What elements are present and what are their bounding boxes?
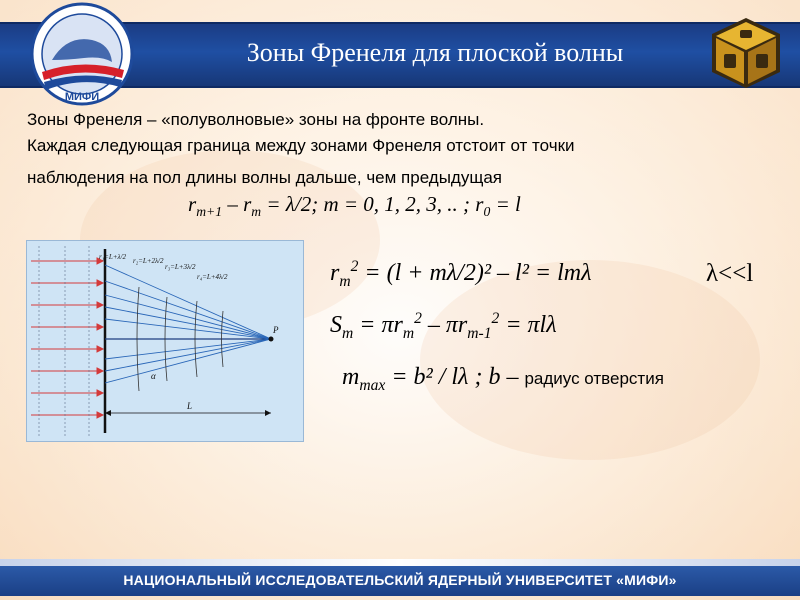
fresnel-zones-diagram xyxy=(26,240,304,442)
label-r4: r₄=L+4λ/2 xyxy=(197,273,228,281)
formula-max-zones: $m_{max} = b^2 / l\lambda$ ; b – радиус отверстия xyxy=(342,364,664,394)
logo-text: МИФИ xyxy=(64,91,100,103)
text-line-description-2: наблюдения на пол длины волны дальше, чем предыдущая xyxy=(27,168,502,187)
mifi-cube-logo-icon xyxy=(710,16,782,90)
label-l: L xyxy=(187,401,193,411)
point-p xyxy=(269,337,274,342)
slide-title: Зоны Френеля для плоской волны xyxy=(246,38,624,67)
radius-caption: радиус отверстия xyxy=(524,369,664,388)
label-r3: r₃=L+3λ/2 xyxy=(165,263,196,271)
label-alpha: α xyxy=(151,371,156,381)
footer-university-name: НАЦИОНАЛЬНЫЙ ИССЛЕДОВАТЕЛЬСКИЙ ЯДЕРНЫЙ УНИВЕРСИТЕТ «МИФИ» xyxy=(123,572,677,588)
formula-condition: λ<<l xyxy=(706,260,754,287)
fresnel-diagram-drawing xyxy=(27,241,303,441)
formula-radius-square: $r_m^2 = (l + m\lambda/2)^2 - l^2 = lm\lambda$ xyxy=(330,258,592,290)
label-p: P xyxy=(273,325,279,335)
footer-bar xyxy=(0,566,800,596)
formula-zone-step: $r_{m+1} - r_m = \lambda/2$; m = 0, 1, 2, 3, .. ; $r_0 = l$ xyxy=(188,192,521,220)
university-logo-icon xyxy=(22,0,144,108)
formula-zone-area: $S_m = \pi r_m^2 - \pi r_{m-1}^2 = \pi l\lambda$ xyxy=(330,310,557,342)
label-r1: r₁=L+λ/2 xyxy=(99,253,126,261)
text-line-definition: Зоны Френеля – «полуволновые» зоны на фронте волны. xyxy=(27,110,485,129)
label-r2: r₂=L+2λ/2 xyxy=(133,257,164,265)
text-line-description-1: Каждая следующая граница между зонами Френеля отстоит от точки xyxy=(27,136,575,155)
footer-stripe xyxy=(0,559,800,566)
